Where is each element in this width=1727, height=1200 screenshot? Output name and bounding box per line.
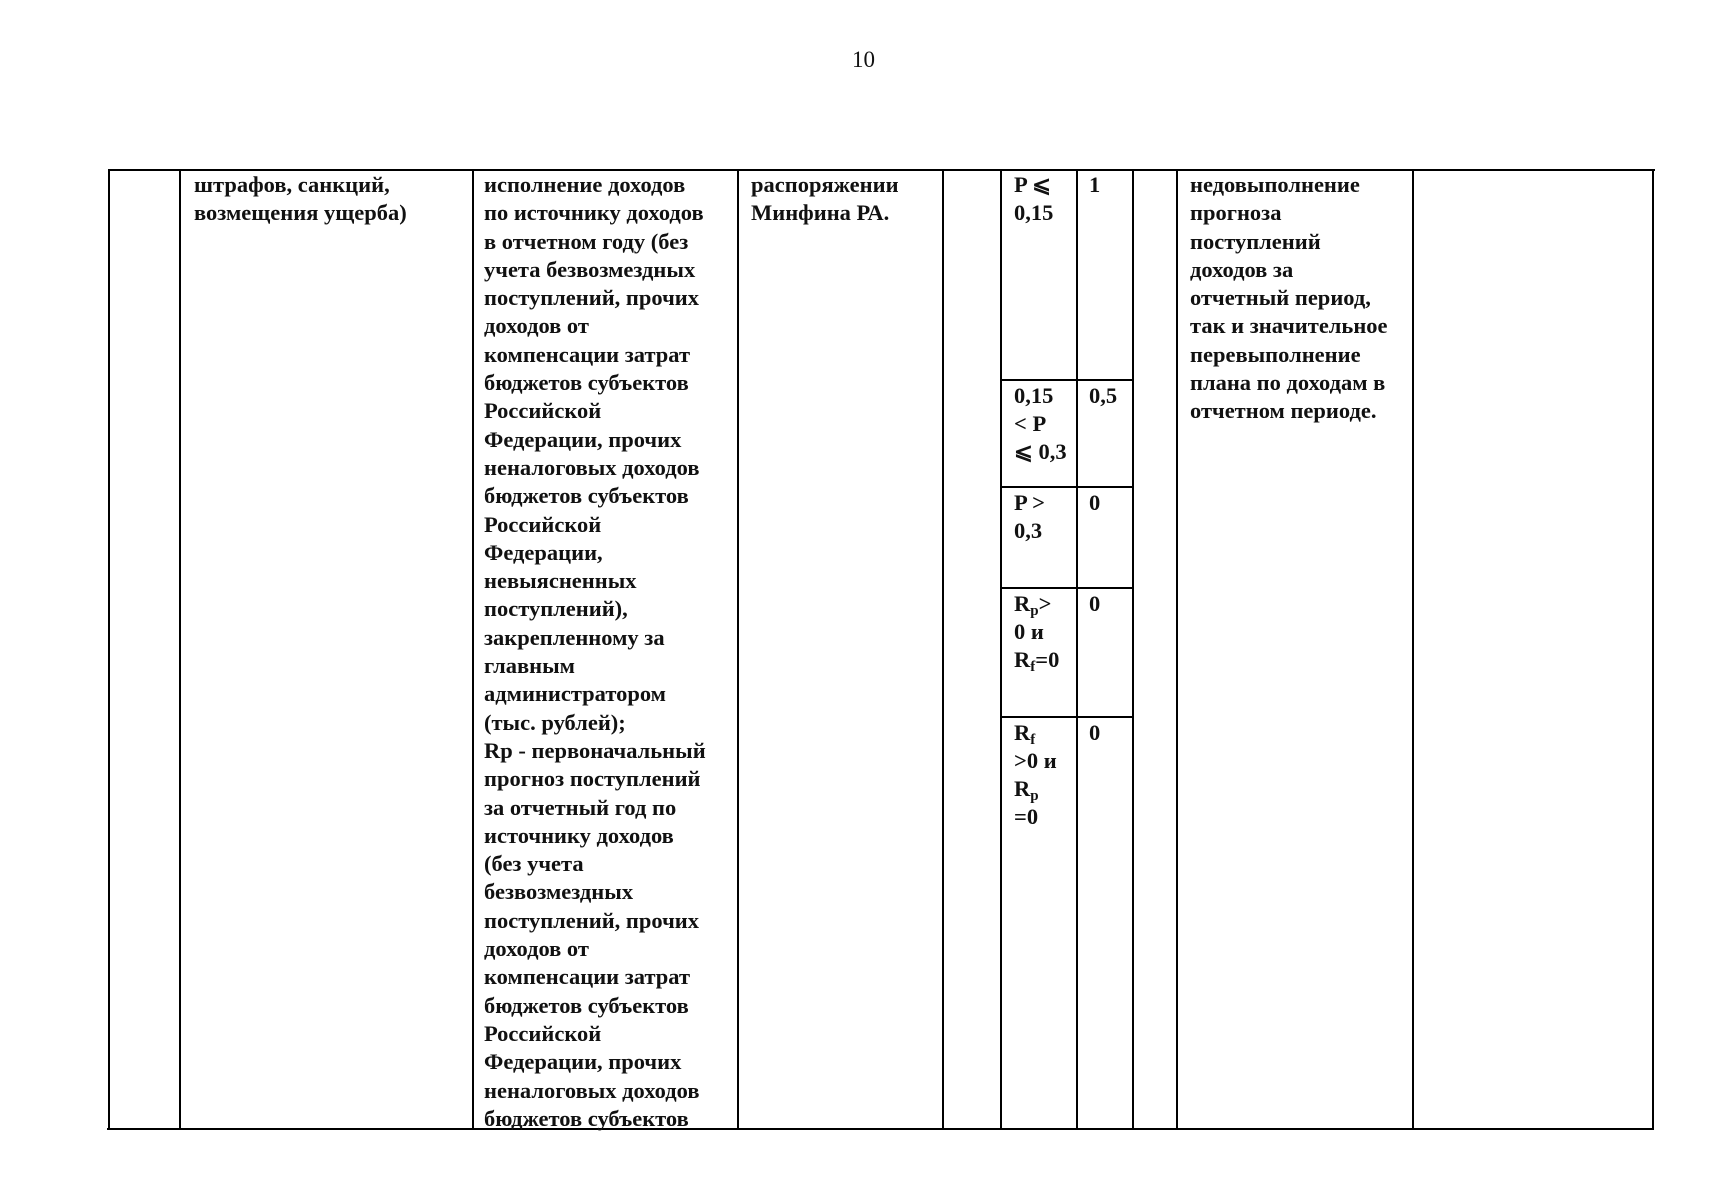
criterion-4-line3-rest: =0 [1035, 647, 1060, 672]
criterion-5-line1-main: R [1014, 720, 1031, 745]
criterion-condition-3: P > 0,3 [1014, 490, 1045, 543]
criterion-condition-2: 0,15 < P ⩽ 0,3 [1014, 383, 1067, 464]
criteria-row-divider-4 [1000, 716, 1134, 718]
criterion-5-line3-sub: p [1030, 788, 1039, 804]
criterion-score-2: 0,5 [1089, 383, 1118, 408]
column-divider-6 [1076, 169, 1078, 1130]
column-divider-2 [472, 169, 474, 1130]
criterion-5-line3-main: R [1014, 776, 1031, 801]
criterion-4-line3-sub: f [1030, 659, 1036, 675]
criterion-condition-1: P ⩽ 0,15 [1014, 172, 1054, 225]
criterion-4-line1-sub: p [1030, 603, 1039, 619]
criterion-4-line2: 0 и [1014, 619, 1044, 644]
table-left-border [108, 169, 110, 1130]
criterion-5-line4: =0 [1014, 804, 1039, 829]
column-divider-4 [942, 169, 944, 1130]
column-divider-1 [179, 169, 181, 1130]
column-divider-8 [1176, 169, 1178, 1130]
table-right-border [1652, 169, 1654, 1130]
column-divider-9 [1412, 169, 1414, 1130]
criterion-4-line1-main: R [1014, 591, 1031, 616]
criterion-condition-4 [1014, 590, 1059, 674]
criterion-score-5: 0 [1089, 720, 1101, 745]
indicator-name-cell: штрафов, санкций, возмещения ущерба) [194, 172, 407, 226]
criterion-5-line1-sub: f [1030, 732, 1036, 748]
criterion-5-line2: >0 и [1014, 748, 1057, 773]
table-bottom-border [107, 1128, 1653, 1130]
source-document-cell: распоряжении Минфина РА. [751, 172, 899, 226]
criteria-row-divider-3 [1000, 587, 1134, 589]
column-divider-5 [1000, 169, 1002, 1130]
criteria-row-divider-1 [1000, 379, 1134, 381]
criterion-score-3: 0 [1089, 490, 1101, 515]
interpretation-cell: недовыполнение прогноза поступлений доходов за отчетный период, так и значительное перевыполнение плана по доходам в отчетном периоде. [1190, 172, 1388, 424]
criterion-4-line3-main: R [1014, 647, 1031, 672]
formula-description-cell: исполнение доходов по источнику доходов в отчетном году (без учета безвозмездных поступлений, прочих доходов от компенсации затрат бюджетов субъектов Российской Федерации, прочих неналоговых доходов бюджетов субъектов Российской Федерации, невыясненных поступлений), закрепленному за главным администратором (тыс. рублей); Rp - первоначальный прогноз поступлений за отчетный год по источнику доходов (без учета безвозмездных поступлений, прочих доходов от компенсации затрат бюджетов субъектов Российской Федерации, прочих неналоговых доходов бюджетов субъектов [484, 172, 706, 1131]
criteria-row-divider-2 [1000, 486, 1134, 488]
column-divider-7 [1132, 169, 1134, 1130]
column-divider-3 [737, 169, 739, 1130]
criterion-condition-5 [1014, 719, 1057, 831]
criterion-score-1: 1 [1089, 172, 1101, 197]
criterion-score-4: 0 [1089, 591, 1101, 616]
criterion-4-line1-rest: > [1038, 591, 1052, 616]
page-number: 10 [852, 47, 875, 72]
